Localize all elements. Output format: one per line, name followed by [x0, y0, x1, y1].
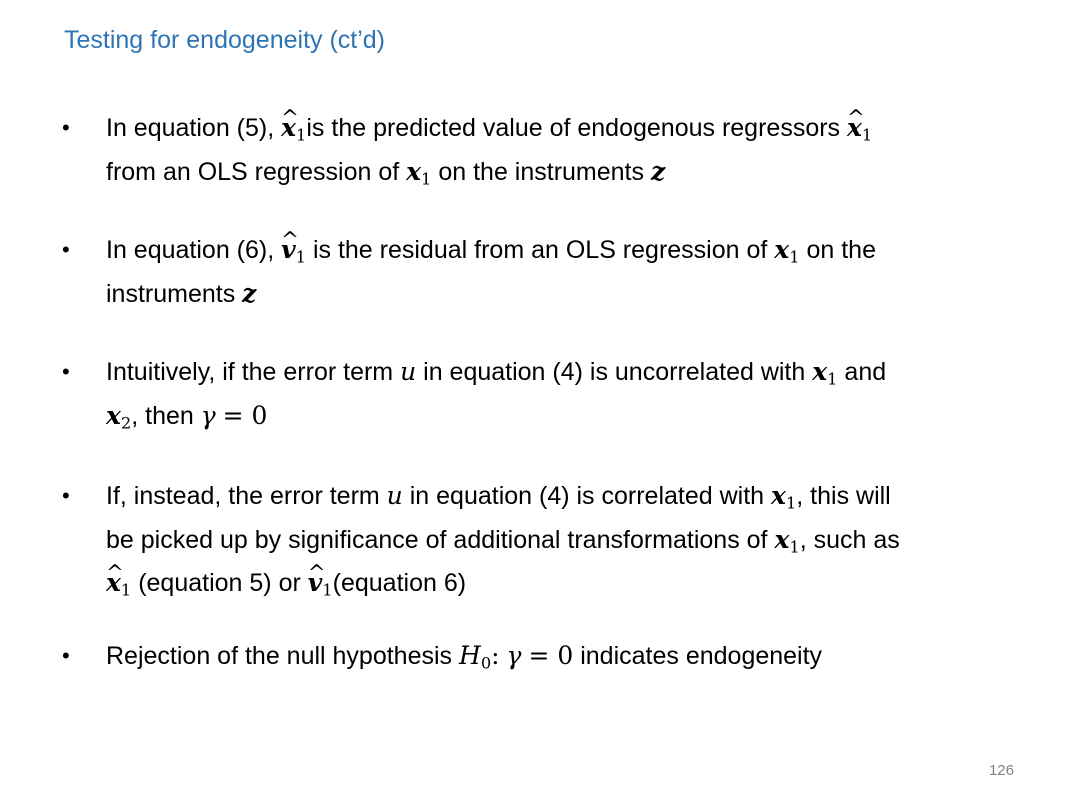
- bullet-item-2: [62, 232, 1022, 312]
- colon-symbol: :: [491, 641, 500, 670]
- gamma-symbol: γ: [506, 641, 522, 670]
- x-hat-symbol: ^ x: [106, 565, 121, 601]
- x-symbol: x: [812, 357, 828, 386]
- z-symbol: z: [242, 278, 257, 308]
- equals-zero: = 0: [528, 641, 574, 670]
- u-symbol: u: [386, 481, 403, 510]
- bullet-item-4: [62, 478, 1022, 609]
- x-symbol: x: [771, 481, 786, 510]
- bullet-text: In equation (6), ^ $v_1$ is the residual from an OLS regression of $x_1$ on the instruments z: [106, 232, 1022, 312]
- bullet-text: Intuitively, if the error term u in equation (4) is uncorrelated with $x_1$ and $x_2$, then γ = 0: [106, 357, 887, 433]
- bullet-marker: •: [62, 643, 70, 668]
- x-symbol: x: [406, 156, 422, 186]
- h-symbol: H: [459, 641, 481, 670]
- x-hat-symbol: ^ x: [281, 110, 296, 146]
- bullet-item-5: [62, 638, 1022, 682]
- x-symbol: x: [774, 524, 790, 554]
- bullet-marker: •: [62, 359, 70, 384]
- bullet-item-3: [62, 354, 1022, 441]
- bullet-marker: •: [62, 483, 70, 508]
- bullet-marker: •: [62, 237, 70, 262]
- bullet-text: In equation (5), ^ $x_1is$ the predicted value of endogenous regressors ^ $x_1$ from an OLS regression of $x_1$ on the instruments z: [106, 110, 1022, 197]
- v-hat-symbol: ^ v: [281, 232, 296, 268]
- bullet-text: Rejection of the null hypothesis $H_0$: γ = 0 indicates endogeneity: [106, 641, 823, 673]
- page-number: 126: [988, 762, 1014, 779]
- x-symbol: x: [774, 235, 790, 264]
- equals-zero: = 0: [222, 400, 268, 430]
- bullet-marker: •: [62, 115, 70, 140]
- slide-title: Testing for endogeneity (ct’d): [64, 26, 386, 54]
- bullet-item-1: [62, 110, 1022, 197]
- x-symbol: x: [106, 400, 121, 430]
- gamma-symbol: γ: [200, 400, 216, 430]
- u-symbol: u: [400, 357, 417, 386]
- z-symbol: z: [650, 156, 666, 186]
- bullet-text: If, instead, the error term u in equation (4) is correlated with $x_1$, this will be picked up by significance of additional transformations of $x_1$, such as ^ $x_1$ (equation 5) or ^ $v_1(equation$ 6): [106, 478, 1022, 609]
- v-hat-symbol: ^ v: [308, 565, 323, 601]
- x-hat-symbol: ^ x: [847, 110, 862, 146]
